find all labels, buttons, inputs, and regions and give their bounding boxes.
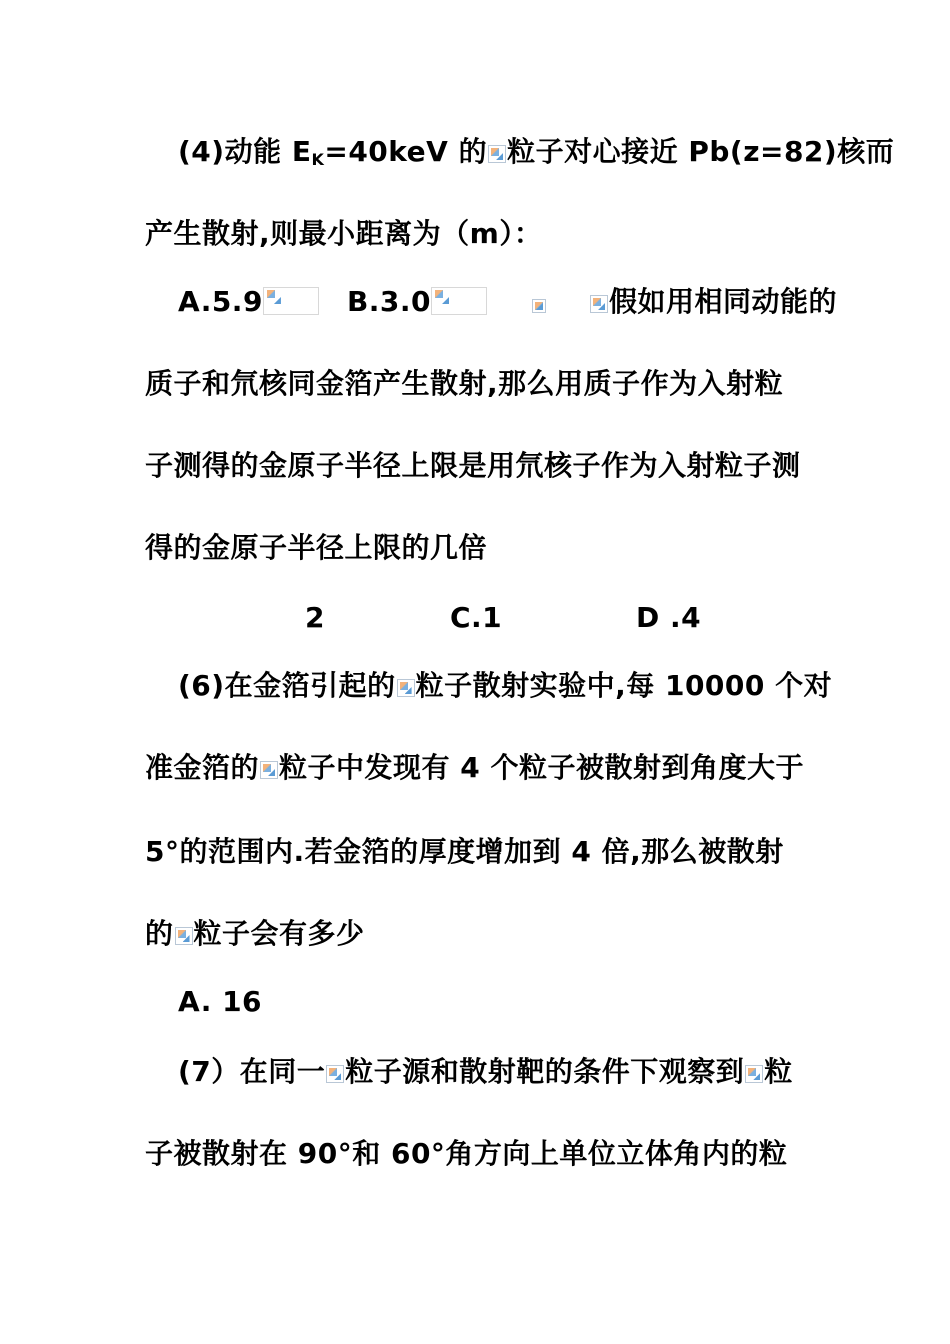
q6-line2-b: 粒子中发现有 4 个粒子被散射到角度大于: [279, 751, 804, 784]
q4-options-line: [178, 282, 838, 322]
q4-line-2: 产生散射,则最小距离为（m）：: [145, 217, 543, 250]
q4-line1-a: (4)动能 E: [178, 135, 312, 168]
q4-option-a: A.5.9: [178, 285, 263, 318]
q7-line1-c: 粒: [764, 1055, 793, 1088]
q6-option-a: A. 16: [178, 985, 263, 1018]
q5-line-3: 子测得的金原子半径上限是用氘核子作为入射粒子测: [145, 449, 801, 482]
q6-line-4: [145, 914, 805, 954]
q6-line1-b: 粒子散射实验中,每 10000 个对: [415, 669, 833, 702]
q6-line4-a: 的: [145, 917, 174, 950]
q4-line1-b: =40keV 的: [324, 135, 488, 168]
q4-line-1: [178, 132, 895, 180]
q5-line-4: 得的金原子半径上限的几倍: [145, 531, 488, 564]
broken-image-icon: [260, 761, 278, 779]
q6-line-3: 5°的范围内.若金箔的厚度增加到 4 倍,那么被散射: [145, 835, 784, 868]
broken-image-icon: [175, 927, 193, 945]
q5-line1-tail: 假如用相同动能的: [609, 285, 838, 318]
q6-line-2: [145, 748, 805, 788]
q6-line4-b: 粒子会有多少: [193, 917, 365, 950]
broken-image-icon: [532, 299, 546, 313]
q5-line-2: 质子和氘核同金箔产生散射,那么用质子作为入射粒: [145, 367, 784, 400]
q5-option-c: C.1: [450, 601, 503, 634]
option-b-image: [431, 287, 487, 315]
q6-line-1: [178, 666, 833, 706]
broken-image-icon: [433, 288, 451, 306]
q4-line1-c: 粒子对心接近 Pb(z=82)核而: [507, 135, 895, 168]
q7-line1-a: (7）在同一: [178, 1055, 326, 1088]
q4-subscript-k: K: [311, 150, 325, 169]
broken-image-icon: [745, 1065, 763, 1083]
broken-image-icon: [265, 288, 283, 306]
broken-image-icon: [488, 145, 506, 163]
broken-image-icon: [326, 1065, 344, 1083]
q7-line1-b: 粒子源和散射靶的条件下观察到: [345, 1055, 745, 1088]
option-a-image: [263, 287, 319, 315]
q5-option-b: 2: [305, 601, 325, 634]
q7-line-2: 子被散射在 90°和 60°角方向上单位立体角内的粒: [145, 1137, 788, 1170]
q7-line-1: [178, 1052, 805, 1092]
q5-option-d: D .4: [636, 601, 702, 634]
q6-line1-a: (6)在金箔引起的: [178, 669, 396, 702]
q4-option-b: B.3.0: [346, 285, 432, 318]
broken-image-icon: [397, 679, 415, 697]
q6-line2-a: 准金箔的: [145, 751, 260, 784]
broken-image-icon: [590, 295, 608, 313]
